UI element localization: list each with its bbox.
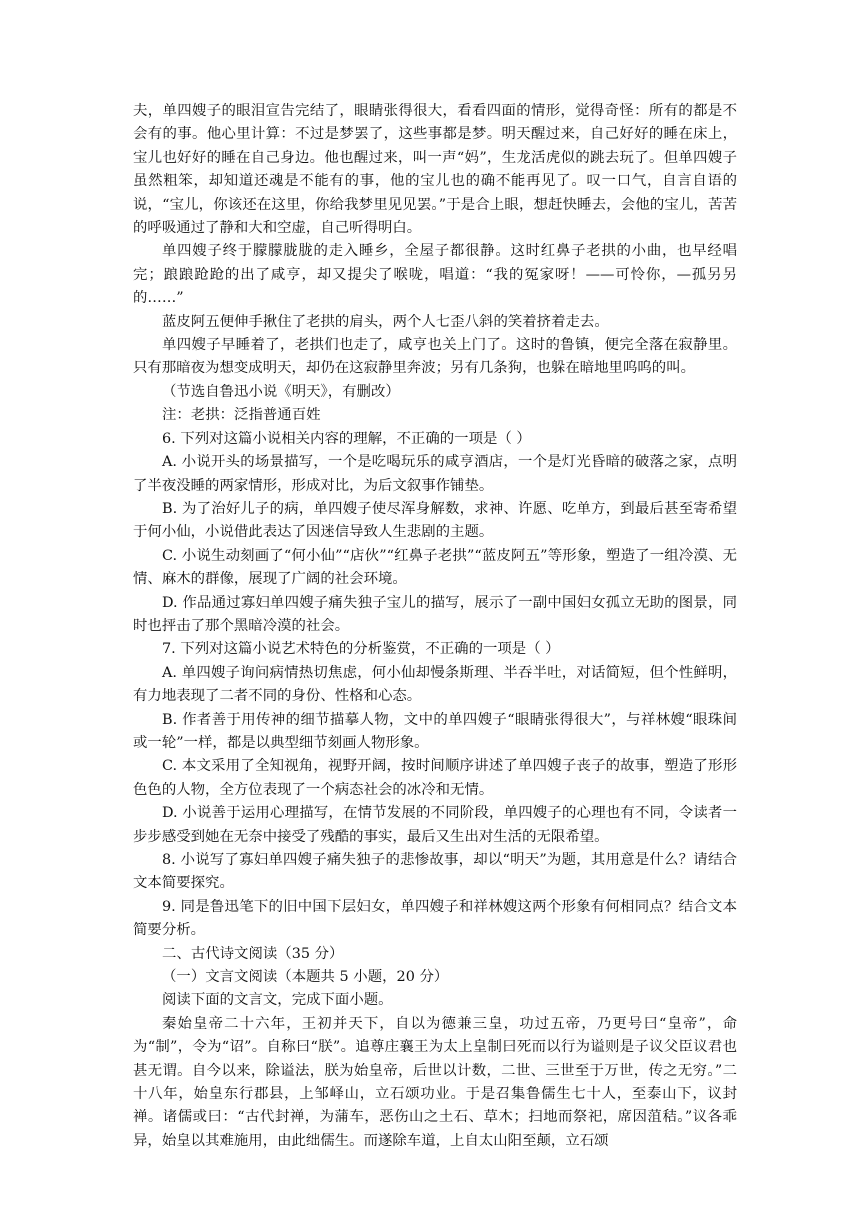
section-2-subheading: （一）文言文阅读（本题共 5 小题，20 分） (162, 969, 449, 986)
section-2-instruction: 阅读下面的文言文，完成下面小题。 (162, 992, 393, 1009)
story-paragraph-3: 蓝皮阿五便伸手揪住了老拱的肩头，两个人七歪八斜的笑着挤着走去。 (162, 313, 609, 330)
exam-page (133, 100, 737, 1153)
source-citation: （节选自鲁迅小说《明天》，有删改） (162, 383, 400, 400)
question-6-option-c: C. 小说生动刻画了“何小仙”“店伙”“红鼻子老拱”“蓝皮阿五”等形象，塑造了一组冷漠、无情、麻木的群像，展现了广阔的社会环境。 (133, 547, 737, 588)
question-7-option-b: B. 作者善于用传神的细节描摹人物，文中的单四嫂子“眼睛张得很大”，与祥林嫂“眼珠间或一轮”一样，都是以典型细节刻画人物形象。 (133, 711, 737, 751)
question-6-stem: 6. 下列对这篇小说相关内容的理解，不正确的一项是（ ） (162, 430, 531, 447)
question-7-option-c: C. 本文采用了全知视角，视野开阔，按时间顺序讲述了单四嫂子丧子的故事，塑造了形形色色的人物，全方位表现了一个病态社会的冰冷和无情。 (133, 758, 737, 798)
story-paragraph-4: 单四嫂子早睡着了，老拱们也走了，咸亨也关上门了。这时的鲁镇，便完全落在寂静里。只有那暗夜为想变成明天，却仍在这寂静里奔波；另有几条狗，也躲在暗地里呜呜的叫。 (133, 337, 737, 377)
story-paragraph-2: 单四嫂子终于朦朦胧胧的走入睡乡，全屋子都很静。这时红鼻子老拱的小曲，也早经唱完；踉踉跄跄的出了咸亨，却又提尖了喉咙，唱道：“我的冤家呀！——可怜你，—孤另另的……” (133, 243, 737, 307)
classical-passage: 秦始皇帝二十六年，王初并天下，自以为德兼三皇，功过五帝，乃更号曰“皇帝”，命为“制”，令为“诏”。自称曰“朕”。追尊庄襄王为太上皇制曰死而以行为谥则是子议父臣议君也甚无谓。自今以来，除谥法，朕为始皇帝，后世以计数，二世、三世至于万世，传之无穷。”二十八年，始皇东行郡县，上邹峄山，立石颂功业。于是召集鲁儒生七十人，至泰山下，议封禅。诸儒或曰：“古代封禅，为蒲车，恶伤山之土石、草木；扫地而祭祀，席因菹秸。”议各乖异，始皇以其难施用，由此绌儒生。而遂除车道，上自太山阳至颠，立石颂 (133, 1015, 737, 1149)
question-6-option-a: A. 小说开头的场景描写，一个是吃喝玩乐的咸亨酒店，一个是灯光昏暗的破落之家，点明了半夜没睡的两家情形，形成对比，为后文叙事作铺垫。 (133, 454, 737, 494)
question-6-option-d: D. 作品通过寡妇单四嫂子痛失独子宝儿的描写，展示了一副中国妇女孤立无助的图景，同时也抨击了那个黑暗冷漠的社会。 (133, 594, 737, 634)
section-2-heading: 二、古代诗文阅读（35 分） (162, 945, 344, 962)
question-7-option-a: A. 单四嫂子询问病情热切焦虑，何小仙却慢条斯理、半吞半吐，对话简短，但个性鲜明，有力地表现了二者不同的身份、性格和心态。 (133, 664, 737, 705)
footnote: 注：老拱：泛指普通百姓 (162, 407, 321, 424)
question-7-stem: 7. 下列对这篇小说艺术特色的分析鉴赏，不正确的一项是（ ） (162, 641, 560, 658)
question-7-option-d: D. 小说善于运用心理描写，在情节发展的不同阶段，单四嫂子的心理也有不同，令读者一步步感受到她在无奈中接受了残酷的事实，最后又生出对生活的无限希望。 (133, 805, 737, 845)
question-9: 9. 同是鲁迅笔下的旧中国下层妇女，单四嫂子和祥林嫂这两个形象有何相同点？结合文本简要分析。 (133, 898, 737, 939)
story-paragraph-1: 夫，单四嫂子的眼泪宣告完结了，眼睛张得很大，看看四面的情形，觉得奇怪：所有的都是不会有的事。他心里计算：不过是梦罢了，这些事都是梦。明天醒过来，自己好好的睡在床上，宝儿也好好的睡在自己身边。他也醒过来，叫一声“妈”，生龙活虎似的跳去玩了。但单四嫂子虽然粗笨，却知道还魂是不能有的事，他的宝儿也的确不能再见了。叹一口气，自言自语的说，“宝儿，你该还在这里，你给我梦里见见罢。”于是合上眼，想赶快睡去，会他的宝儿，苦苦的呼吸通过了静和大和空虚，自己听得明白。 (133, 103, 737, 237)
question-8: 8. 小说写了寡妇单四嫂子痛失独子的悲惨故事，却以“明天”为题，其用意是什么？请结合文本简要探究。 (133, 852, 737, 892)
question-6-option-b: B. 为了治好儿子的病，单四嫂子使尽浑身解数，求神、许愿、吃单方，到最后甚至寄希望于何小仙，小说借此表达了因迷信导致人生悲剧的主题。 (133, 500, 737, 541)
